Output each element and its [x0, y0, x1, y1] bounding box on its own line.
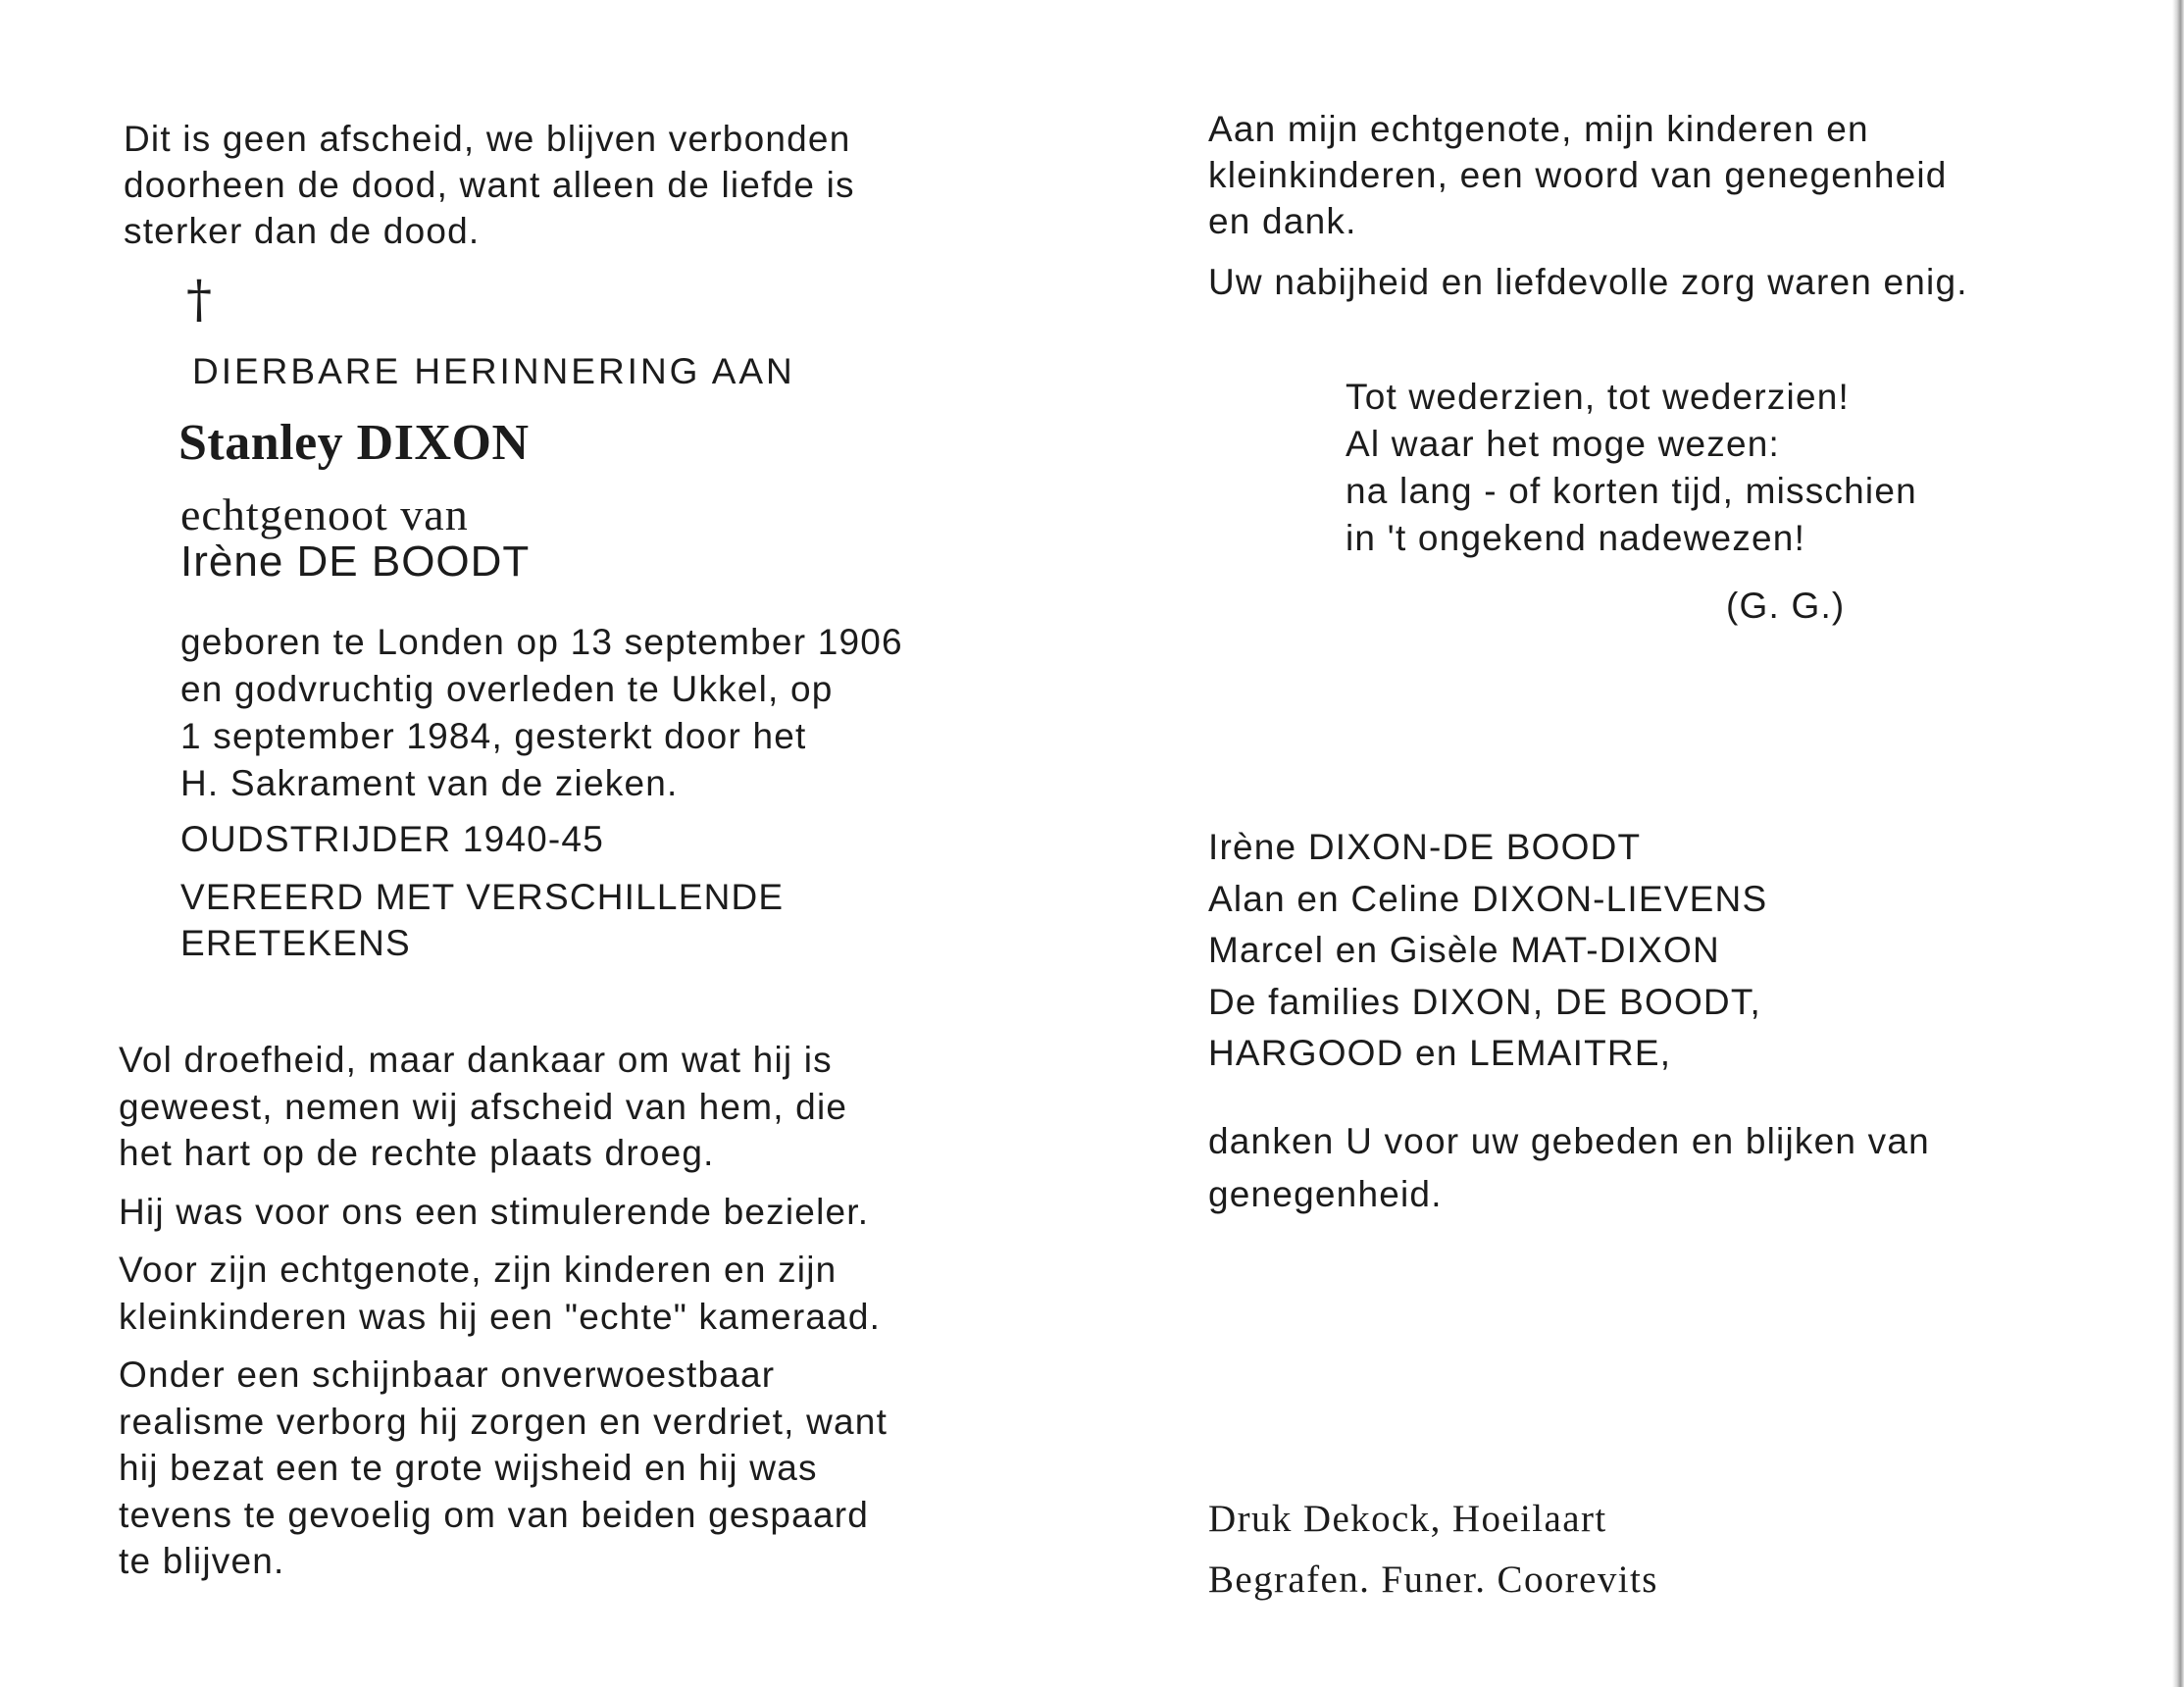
- tribute-paragraph: [119, 1352, 888, 1585]
- tribute-line: kleinkinderen was hij een "echte" kameraad.: [119, 1296, 882, 1337]
- honours-note: [180, 874, 784, 966]
- honours-line: ERETEKENS: [180, 923, 411, 963]
- tribute-text: [119, 1037, 888, 1597]
- printer-line: Begrafen. Funer. Coorevits: [1208, 1559, 1658, 1601]
- thanks-intro-line: en dank.: [1208, 201, 1357, 241]
- family-line: HARGOOD en LEMAITRE,: [1208, 1033, 1672, 1073]
- birth-death-line: 1 september 1984, gesterkt door het: [180, 716, 807, 756]
- printer-credits: [1208, 1489, 1658, 1610]
- tribute-paragraph: [119, 1189, 888, 1236]
- poem-line: Tot wederzien, tot wederzien!: [1346, 377, 1850, 417]
- motto-line: doorheen de dood, want alleen de liefde is: [124, 165, 855, 205]
- tribute-line: te blijven.: [119, 1541, 285, 1581]
- family-line: De families DIXON, DE BOODT,: [1208, 981, 1762, 1022]
- family-line: Irène DIXON-DE BOODT: [1208, 827, 1642, 867]
- tribute-line: Hij was voor ons een stimulerende bezieler.: [119, 1191, 870, 1232]
- thanks-intro-line: Aan mijn echtgenote, mijn kinderen en: [1208, 109, 1869, 149]
- cross-icon: †: [186, 271, 212, 330]
- care-line: Uw nabijheid en liefdevolle zorg waren enig.: [1208, 262, 1968, 302]
- birth-death-line: geboren te Londen op 13 september 1906: [180, 622, 903, 662]
- printer-line: Druk Dekock, Hoeilaart: [1208, 1498, 1607, 1540]
- family-thanks-line: genegenheid.: [1208, 1174, 1443, 1214]
- honours-line: VEREERD MET VERSCHILLENDE: [180, 877, 785, 917]
- spouse-name: Irène DE BOODT: [180, 537, 531, 586]
- veteran-note: OUDSTRIJDER 1940-45: [180, 819, 604, 859]
- tribute-line: Onder een schijnbaar onverwoestbaar: [119, 1355, 776, 1395]
- poem-author: (G. G.): [1726, 586, 1846, 626]
- spouse-relation: echtgenoot van: [180, 489, 469, 539]
- birth-death-details: [180, 619, 903, 807]
- thanks-intro: [1208, 106, 1948, 244]
- scan-edge: [2172, 0, 2184, 1687]
- birth-death-line: H. Sakrament van de zieken.: [180, 763, 679, 803]
- family-line: Alan en Celine DIXON-LIEVENS: [1208, 878, 1768, 919]
- family-line: Marcel en Gisèle MAT-DIXON: [1208, 930, 1720, 970]
- tribute-line: realisme verborg hij zorgen en verdriet, want: [119, 1401, 889, 1442]
- family-thanks: [1208, 1115, 1930, 1221]
- birth-death-line: en godvruchtig overleden te Ukkel, op: [180, 669, 834, 709]
- tribute-line: tevens te gevoelig om van beiden gespaard: [119, 1494, 870, 1535]
- poem-line: Al waar het moge wezen:: [1346, 424, 1781, 464]
- family-list: [1208, 822, 1767, 1080]
- thanks-intro-line: kleinkinderen, een woord van genegenheid: [1208, 155, 1948, 195]
- poem: [1346, 374, 1917, 562]
- poem-line: in 't ongekend nadewezen!: [1346, 518, 1806, 558]
- spouse-block: [180, 491, 530, 586]
- opening-motto: [124, 116, 855, 254]
- tribute-paragraph: [119, 1247, 888, 1340]
- tribute-line: hij bezat een te grote wijsheid en hij was: [119, 1448, 818, 1488]
- tribute-line: geweest, nemen wij afscheid van hem, die: [119, 1086, 848, 1127]
- motto-line: Dit is geen afscheid, we blijven verbonden: [124, 119, 851, 159]
- tribute-line: het hart op de rechte plaats droeg.: [119, 1133, 715, 1173]
- poem-line: na lang - of korten tijd, misschien: [1346, 471, 1917, 511]
- tribute-line: Voor zijn echtgenote, zijn kinderen en zijn: [119, 1250, 838, 1290]
- memory-heading: DIERBARE HERINNERING AAN: [192, 351, 795, 391]
- tribute-line: Vol droefheid, maar dankaar om wat hij is: [119, 1040, 833, 1080]
- deceased-name: Stanley DIXON: [178, 415, 530, 471]
- tribute-paragraph: [119, 1037, 888, 1177]
- motto-line: sterker dan de dood.: [124, 211, 481, 251]
- family-thanks-line: danken U voor uw gebeden en blijken van: [1208, 1121, 1930, 1161]
